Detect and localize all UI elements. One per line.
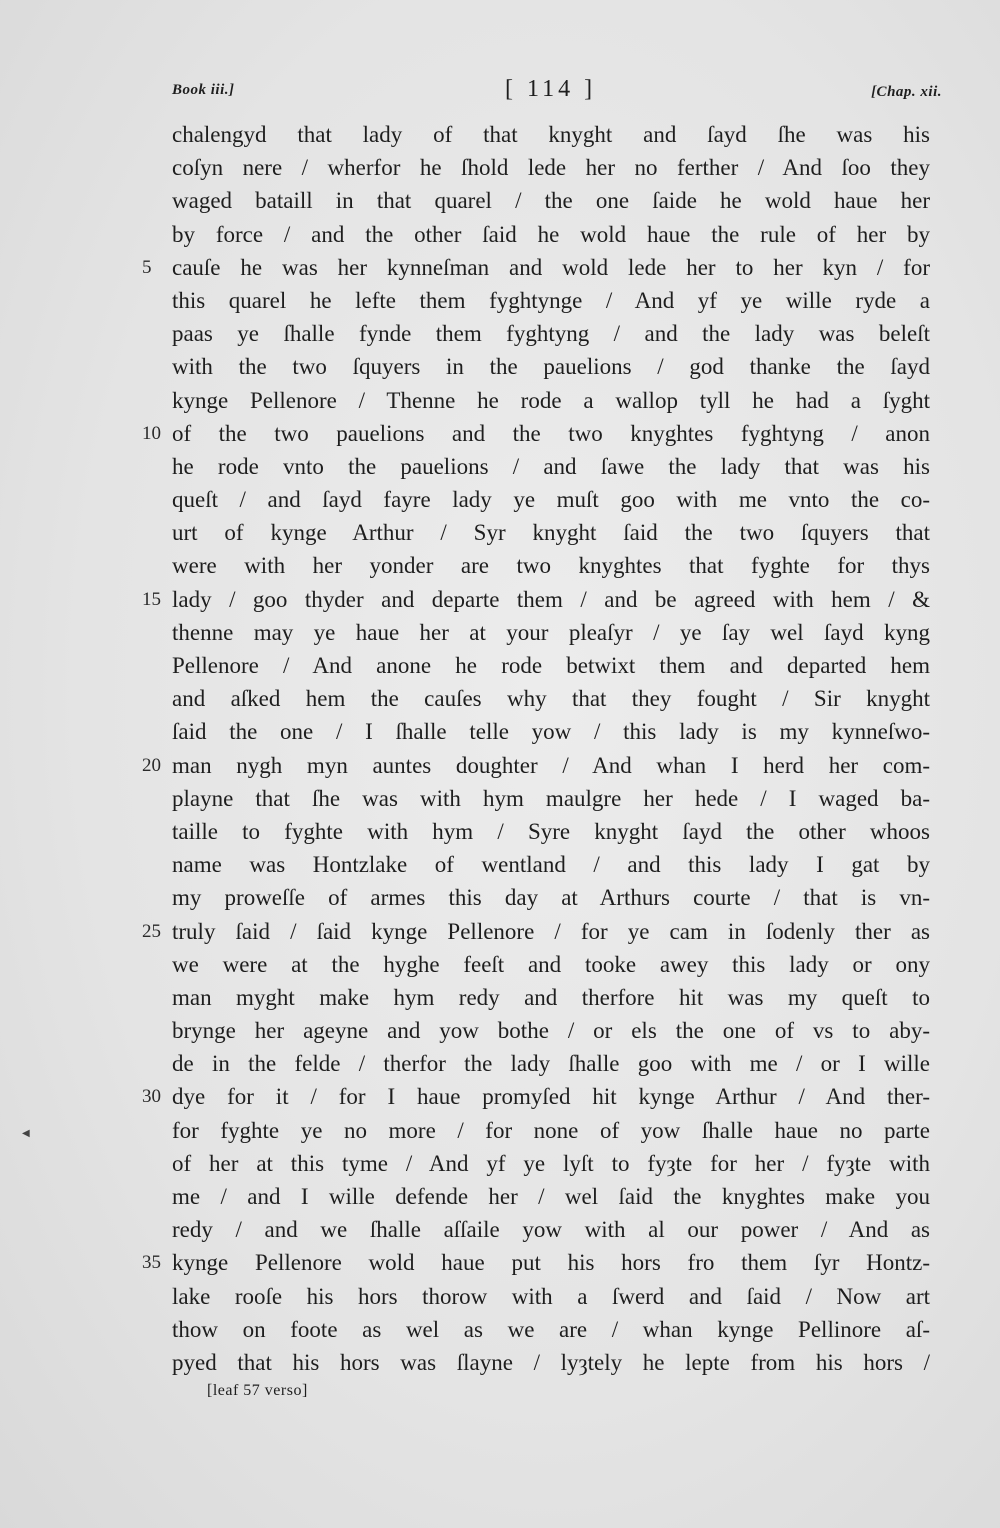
text-line [172,1280,930,1313]
text-line [172,151,930,184]
text-line [172,948,930,981]
text-line [142,1080,930,1113]
line-number: 20 [142,754,161,776]
line-text: lady / goo thyder and departe them / and be agreed with hem / & [172,586,930,612]
text-line [142,251,930,284]
line-text: and aſked hem the cauſes why that they fought / Sir knyght [172,686,930,712]
line-text: coſyn nere / wherfor he ſhold lede her no ferther / And ſoo they [172,155,930,181]
text-line [172,981,930,1014]
line-text: lake rooſe his hors thorow with a ſwerd and ſaid / Now art [172,1283,930,1309]
line-text: he rode vnto the pauelions / and ſawe the lady that was his [172,453,930,479]
line-text: for fyghte ye no more / for none of yow ſhalle haue no parte [172,1117,930,1143]
line-text: cauſe he was her kynneſman and wold lede her to her kyn / for [172,254,930,280]
text-line [172,384,930,417]
line-number: 30 [142,1086,161,1108]
line-text: man myght make hym redy and therfore hit was my queſt to [172,984,930,1010]
text-line [172,483,930,516]
page-number: [ 114 ] [505,76,597,102]
line-number: 10 [142,422,161,444]
text-line [172,1014,930,1047]
line-text: truly ſaid / ſaid kynge Pellenore / for ye cam in ſodenly ther as [172,918,930,944]
line-text: brynge her ageyne and yow bothe / or els the one of vs to aby- [172,1018,930,1044]
line-text: this quarel he lefte them fyghtynge / And yf ye wille ryde a [172,287,930,313]
line-text: were with her yonder are two knyghtes that fyghte for thys [172,553,930,579]
leaf-note: [leaf 57 verso] [207,1382,308,1399]
text-line [142,749,930,782]
text-line [172,118,930,151]
line-text: queſt / and ſayd fayre lady ye muſt goo with me vnto the co- [172,487,930,513]
text-line [172,1180,930,1213]
header-chapter-label: [Chap. xii. [871,84,942,100]
line-text: kynge Pellenore / Thenne he rode a wallop tyll he had a ſyght [172,387,930,413]
line-text: ſaid the one / I ſhalle telle yow / this lady is my kynneſwo- [172,719,930,745]
text-line [142,915,930,948]
text-line [172,815,930,848]
line-number: 5 [142,256,152,278]
line-text: me / and I wille defende her / wel ſaid the knyghtes make you [172,1184,930,1209]
text-line [172,1346,930,1379]
line-text: urt of kynge Arthur / Syr knyght ſaid the two ſquyers that [172,520,930,546]
line-text: pyed that his hors was ſlayne / lyȝtely he lepte from his hors / [172,1349,930,1375]
line-text: my proweſſe of armes this day at Arthurs courte / that is vn- [172,885,930,911]
line-text: by force / and the other ſaid he wold haue the rule of her by [172,221,930,247]
line-text: we were at the hyghe feeſt and tooke awey this lady or ony [172,951,930,977]
running-header [172,76,942,110]
line-text: of her at this tyme / And yf ye lyſt to fyȝte for her / fyȝte with [172,1150,930,1176]
line-text: thow on foote as wel as we are / whan kynge Pellinore aſ- [172,1316,930,1342]
text-line [172,284,930,317]
line-text: playne that ſhe was with hym maulgre her hede / I waged ba- [172,785,930,811]
text-line [172,1213,930,1246]
text-line [172,516,930,549]
line-text: man nygh myn auntes doughter / And whan I herd her com- [172,752,930,778]
text-line [172,1147,930,1180]
text-line [172,682,930,715]
line-text: dye for it / for I haue promyſed hit kynge Arthur / And ther- [172,1084,930,1110]
text-line [172,549,930,582]
line-text: redy / and we ſhalle aſſaile yow with al our power / And as [172,1217,930,1243]
text-line [172,881,930,914]
text-line [172,450,930,483]
text-line [172,1313,930,1346]
text-line [172,782,930,815]
line-text: chalengyd that lady of that knyght and ſayd ſhe was his [172,122,930,147]
line-text: Pellenore / And anone he rode betwixt them and departed hem [172,653,930,678]
text-line [172,715,930,748]
line-number: 15 [142,588,161,610]
line-text: taille to fyghte with hym / Syre knyght ſayd the other whoos [172,818,930,844]
text-line [172,317,930,350]
text-line [172,1047,930,1080]
line-text: de in the felde / therfor the lady ſhalle goo with me / or I wille [172,1051,930,1077]
line-number: 35 [142,1252,161,1274]
line-text: kynge Pellenore wold haue put his hors fro them ſyr Hontz- [172,1250,930,1276]
body-text [142,118,930,1379]
text-line [142,417,930,450]
line-text: thenne may ye haue her at your pleaſyr / ye ſay wel ſayd kyng [172,619,930,645]
text-line [142,1246,930,1279]
text-line [172,616,930,649]
line-text: name was Hontzlake of wentland / and this lady I gat by [172,852,930,878]
line-text: paas ye ſhalle fynde them fyghtyng / and the lady was beleſt [172,321,930,347]
text-line [172,649,930,682]
header-book-label: Book iii.] [172,82,235,98]
text-line [172,350,930,383]
text-line [142,583,930,616]
text-line [172,1114,930,1147]
line-number: 25 [142,920,161,942]
line-text: waged bataill in that quarel / the one ſaide he wold haue her [172,188,930,214]
text-line [172,218,930,251]
line-text: of the two pauelions and the two knyghtes fyghtyng / anon [172,420,930,446]
margin-mark: ◀ [22,1128,30,1139]
text-line [172,848,930,881]
line-text: with the two ſquyers in the pauelions / god thanke the ſayd [172,354,930,380]
text-line [172,184,930,217]
